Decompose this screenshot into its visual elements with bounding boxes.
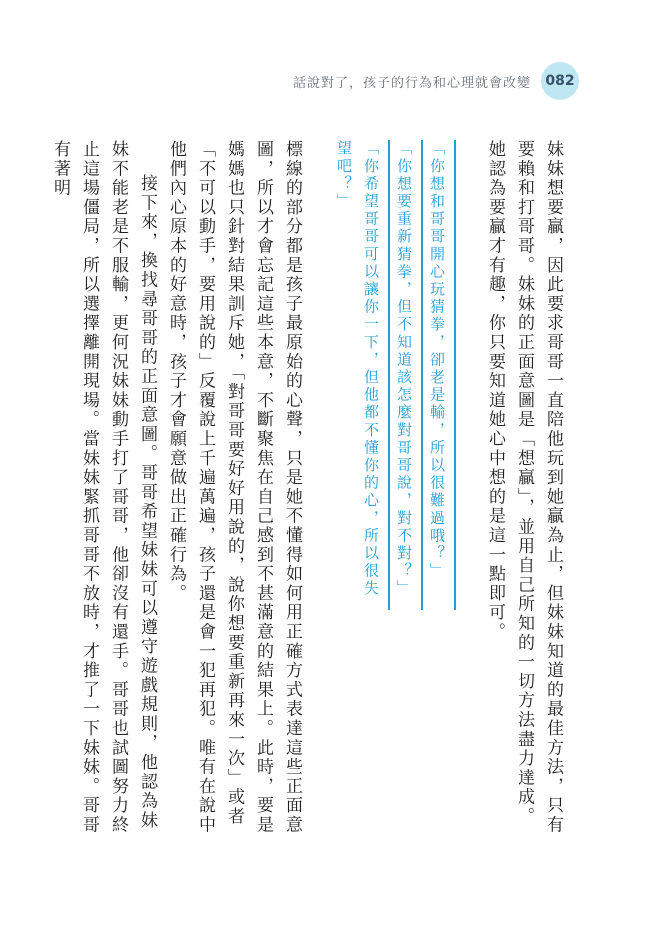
highlighted-quotes [330,140,456,845]
page-number-badge: 082 [541,62,579,100]
vertical-text-body [50,140,567,845]
chapter-title: 話說對了，孩子的行為和心理就會改變 [292,75,531,91]
running-header [293,62,579,100]
paragraph-1: 妹妹想要贏，因此要求哥哥一直陪他玩到她贏為止，但妹妹知道的最佳方法，只有要賴和打哥哥。妹妹的正面意圖是「想贏」，並用自己所知的一切方法盡力達成。她認為要贏才有趣，你只要知道她心中想的是這一點即可。 [485,140,563,835]
quote-3: 「你希望哥哥可以讓你一下，但他都不懂你的心，所以很失望吧？」 [330,140,390,610]
paragraph-3: 接下來，換找尋哥哥的正面意圖。哥哥希望妹妹可以遵守遊戲規則，他認為妹妹不能老是不服輸，更何況妹妹動手打了哥哥，他卻沒有還手。哥哥也試圖努力終止這場僵局，所以選擇離開現場。當妹妹緊抓哥哥不放時，才推了一下妹妹。哥哥有著明 [50,140,157,835]
paragraph-2: 標線的部分都是孩子最原始的心聲，只是她不懂得如何用正確方式表達這些正面意圖，所以才會忘記這些本意，不斷聚焦在自己感到不甚滿意的結果上。此時，要是媽媽也只針對結果訓斥她，「對哥哥要好好用說的，說你想要重新再來一次」或者「不可以動手，要用說的」反覆說上千遍萬遍，孩子還是會一犯再犯。唯有在說中他們內心原本的好意時，孩子才會願意做出正確行為。 [166,140,302,835]
quote-2: 「你想要重新猜拳，但不知道該怎麼對哥哥說，對不對？」 [390,140,423,610]
quote-1: 「你想和哥哥開心玩猜拳，卻老是輸，所以很難過哦？」 [423,140,456,610]
